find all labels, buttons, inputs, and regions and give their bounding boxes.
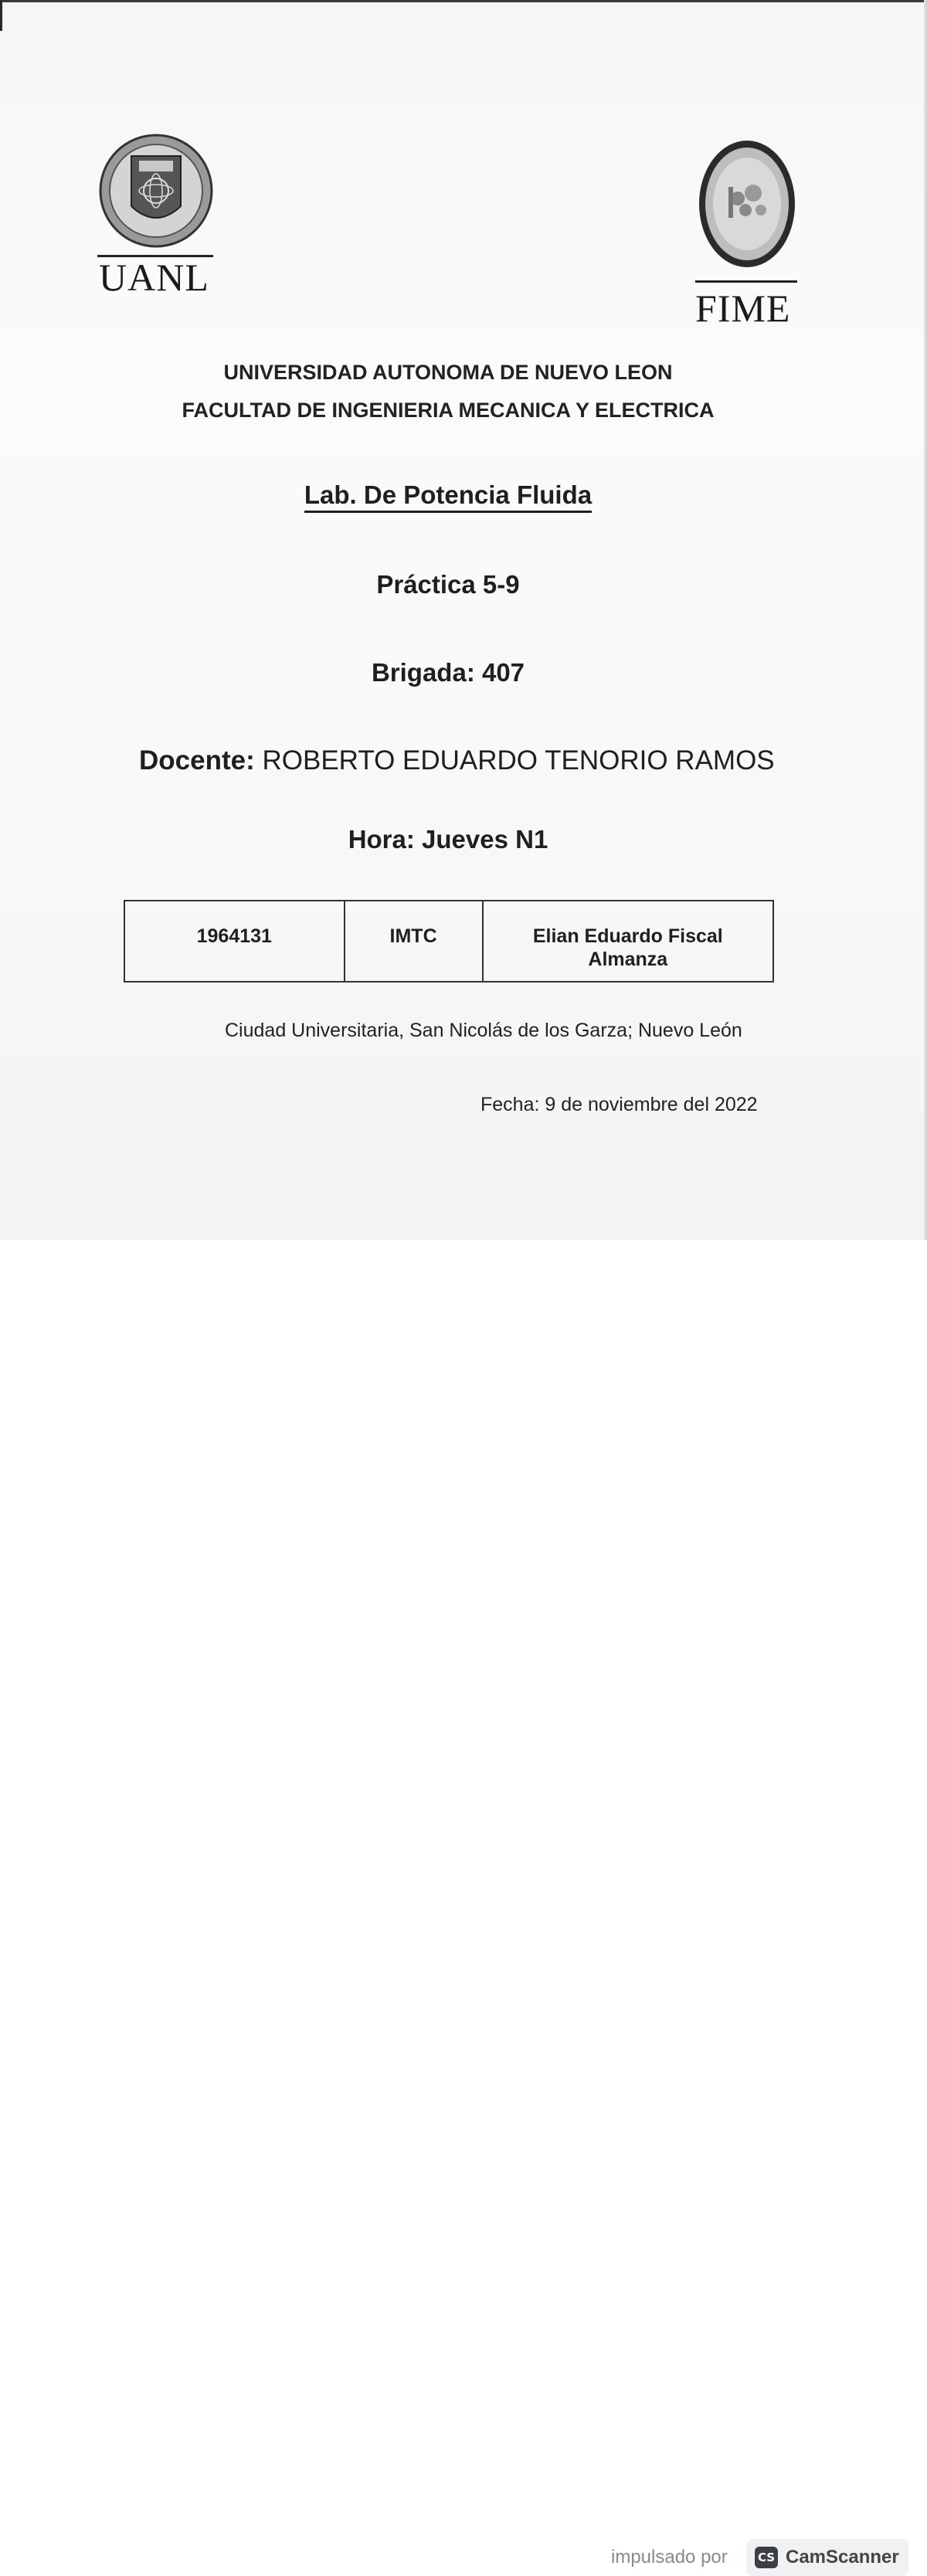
date-text: Fecha: 9 de noviembre del 2022 — [480, 1094, 758, 1115]
camscanner-badge[interactable] — [746, 2539, 908, 2576]
camscanner-label: CamScanner — [786, 2547, 899, 2568]
career-cell: IMTC — [345, 901, 484, 981]
faculty-name: FACULTAD DE INGENIERIA MECANICA Y ELECTRICA — [182, 399, 715, 422]
teacher — [139, 745, 775, 776]
course-title — [0, 480, 896, 510]
practice-number: Práctica 5-9 — [376, 570, 520, 599]
student-id-cell: 1964131 — [125, 901, 345, 981]
scan-edge-top — [0, 0, 927, 2]
university-name: UNIVERSIDAD AUTONOMA DE NUEVO LEON — [223, 361, 673, 384]
scanner-footer — [0, 1240, 927, 2568]
scan-edge-left — [0, 0, 2, 31]
student-table — [124, 900, 774, 983]
teacher-label: Docente: — [139, 745, 255, 776]
fime-wordmark: FIME — [695, 287, 791, 330]
scan-edge-right — [924, 0, 927, 1240]
fime-rule — [695, 280, 797, 283]
class-hour: Hora: Jueves N1 — [348, 825, 548, 854]
location-text: Ciudad Universitaria, San Nicolás de los Garza; Nuevo León — [225, 1020, 742, 1041]
teacher-name: ROBERTO EDUARDO TENORIO RAMOS — [262, 745, 775, 776]
course-title-text: Lab. De Potencia Fluida — [304, 480, 592, 513]
uanl-wordmark: UANL — [99, 256, 209, 299]
scanned-page — [0, 0, 927, 1240]
powered-by-text: impulsado por — [611, 2547, 728, 2568]
student-name-cell: Elian Eduardo Fiscal Almanza — [532, 925, 723, 970]
brigade: Brigada: 407 — [371, 658, 525, 687]
camscanner-icon: CS — [755, 2547, 778, 2568]
